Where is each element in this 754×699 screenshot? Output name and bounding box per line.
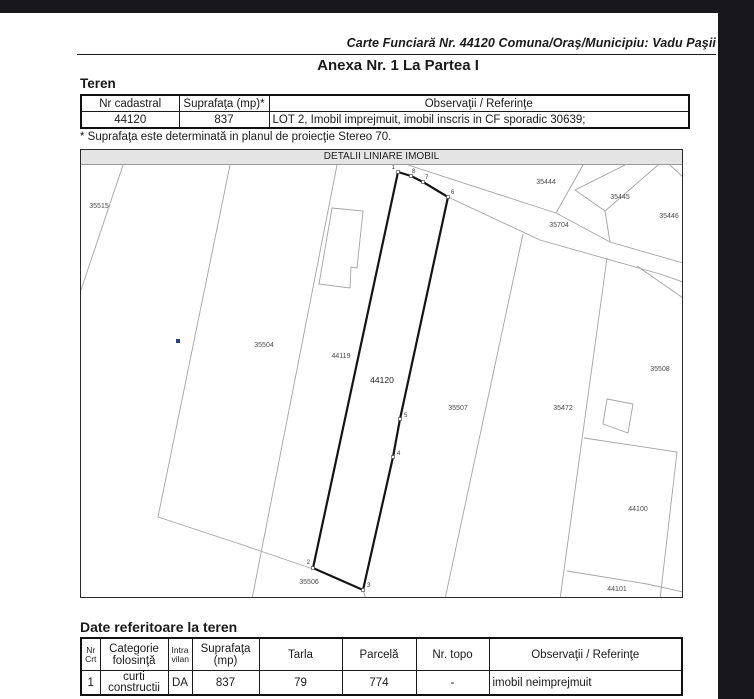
col-label: (mp): [213, 654, 238, 667]
vertex-marker: [447, 196, 450, 199]
cell-observatii: imobil neimprejmuit: [489, 671, 682, 696]
map-canvas: [81, 165, 682, 597]
parcel-label: 35446: [659, 213, 679, 220]
col-label: folosinţă: [112, 654, 156, 667]
col-label: Intra: [171, 644, 189, 655]
parcel-label: 44119: [331, 353, 351, 360]
parcel-label: 35508: [650, 366, 670, 373]
vertex-label: 8: [412, 169, 416, 175]
col-tarla: Tarla: [259, 638, 342, 671]
col-observatii-referinte: Observaţii / Referinţe: [489, 638, 682, 671]
cell-nr-topo: -: [416, 671, 489, 696]
col-label: Categorie: [109, 642, 159, 655]
teren-heading: Teren: [80, 76, 116, 91]
col-suprafata: Suprafaţa (mp)*: [179, 95, 269, 112]
parcel-line: [584, 438, 677, 597]
vertex-marker: [397, 171, 400, 174]
cell-tarla: 79: [259, 671, 342, 696]
categorie-line: constructii: [108, 681, 160, 694]
vertex-label: 5: [404, 413, 408, 419]
parcel-line: [637, 266, 682, 298]
parcel-label: 35444: [536, 179, 556, 186]
building-outline: [603, 399, 633, 433]
cell-nr-crt: 1: [81, 671, 100, 696]
cell-nr-cadastral: 44120: [81, 112, 179, 129]
col-suprafata-mp: [192, 638, 259, 671]
vertex-marker: [312, 567, 315, 570]
parcel-label: 44100: [628, 506, 648, 513]
date-teren-heading: Date referitoare la teren: [80, 619, 238, 635]
building-outline: [319, 208, 363, 288]
date-teren-header-row: [81, 638, 682, 671]
cadastral-map: [80, 149, 683, 598]
teren-table-header-row: [81, 95, 689, 112]
parcel-label: 35445: [610, 194, 630, 201]
parcel-line: [575, 165, 625, 211]
col-nr-topo: Nr. topo: [416, 638, 489, 671]
col-nr-crt: [81, 638, 100, 671]
map-point-marker: [176, 339, 180, 343]
parcel-label: 35704: [549, 222, 569, 229]
categorie-line: curti: [123, 670, 145, 683]
vertex-label: 3: [367, 583, 371, 589]
vertex-label: 7: [425, 175, 429, 181]
parcel-label: 35472: [553, 405, 573, 412]
parcel-label: 35515: [89, 203, 109, 210]
vertex-marker: [392, 456, 395, 459]
parcel-line: [670, 165, 682, 177]
vertex-marker: [362, 589, 365, 592]
vertex-label: 1: [391, 165, 395, 171]
col-intravilan: [168, 638, 192, 671]
parcel-label: 35504: [254, 342, 274, 349]
viewer-right-bar: [718, 0, 754, 699]
teren-table: [80, 94, 690, 129]
cell-intravilan: DA: [168, 671, 192, 696]
parcel-line: [252, 165, 337, 597]
table-row: [81, 671, 682, 696]
road-edge-lower: [448, 197, 682, 282]
col-parcela: Parcelă: [342, 638, 416, 671]
cell-suprafata: 837: [192, 671, 259, 696]
table-row: [81, 112, 689, 129]
col-observatii: Observaţii / Referinţe: [269, 95, 689, 112]
parcel-label: 44101: [607, 586, 627, 593]
cell-suprafata: 837: [179, 112, 269, 129]
col-label: Crt: [85, 653, 97, 664]
map-title: DETALII LINIARE IMOBIL: [81, 150, 682, 165]
parcel-label: 35507: [448, 405, 468, 412]
col-label: vilan: [171, 653, 189, 664]
stereo70-footnote: * Suprafaţa este determinată in planul de proiecţie Stereo 70.: [80, 131, 392, 143]
vertex-label: 6: [451, 190, 455, 196]
vertex-label: 2: [306, 560, 310, 566]
carte-funciara-reference: Carte Funciară Nr. 44120 Comuna/Oraş/Municipiu: Vadu Paşii: [346, 36, 716, 50]
header-rule: [77, 54, 716, 55]
cell-observatii: LOT 2, Imobil imprejmuit, imobil inscris in CF sporadic 30639;: [269, 112, 689, 129]
parcel-line: [81, 165, 123, 293]
date-teren-table: [80, 637, 683, 696]
col-nr-cadastral: Nr cadastral: [81, 95, 179, 112]
parcel-label-main: 44120: [370, 375, 394, 385]
cell-categorie: [100, 671, 168, 696]
vertex-marker: [399, 418, 402, 421]
page-title: Anexa Nr. 1 La Partea I: [317, 57, 479, 74]
parcel-line: [445, 234, 523, 597]
parcel-line: [158, 165, 313, 569]
viewer-top-bar: [0, 0, 754, 13]
parcel-line: [560, 258, 607, 597]
col-label: Nr: [86, 644, 96, 655]
parcel-label: 35506: [299, 579, 319, 586]
cell-parcela: 774: [342, 671, 416, 696]
parcel-line: [556, 165, 583, 213]
parcel-line: [605, 165, 658, 242]
col-categorie: [100, 638, 168, 671]
col-label: Suprafaţa: [200, 642, 251, 655]
vertex-label: 4: [397, 451, 401, 457]
